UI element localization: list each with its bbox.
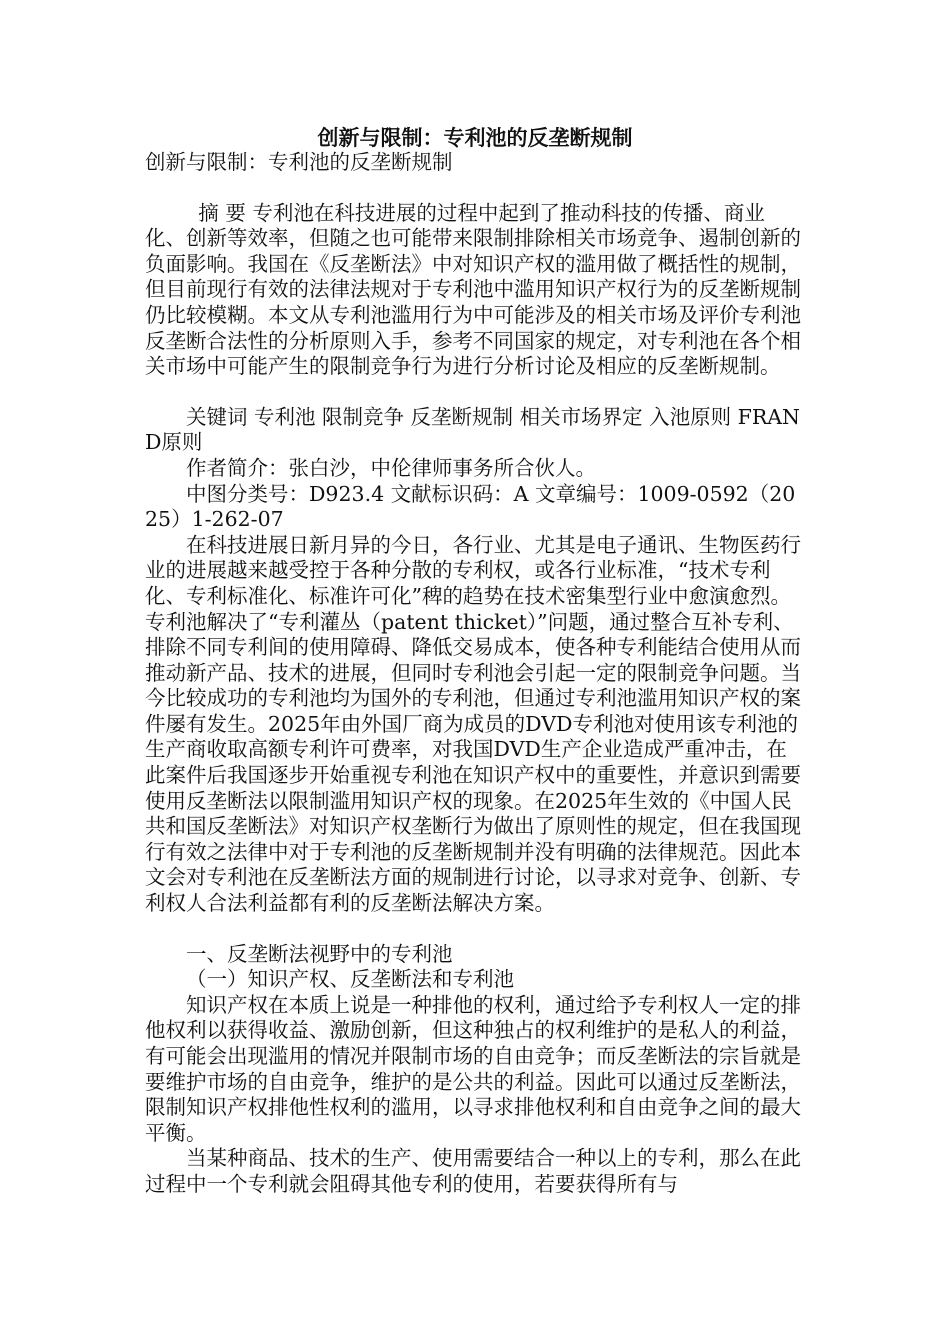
author-line: 作者简介：张白沙，中伦律师事务所合伙人。 <box>186 455 596 480</box>
intro-paragraph: 在科技进展日新月异的今日，各行业、尤其是电子通讯、生物医药行业的进展越来越受控于各种分散的专利权，或各行业标准，“技术专利化、专利标准化、标准许可化”稗的趋势在技术密集型行业中愈演愈烈。专利池解决了“专利灌丛（patent thicket）”问题，通过整合互补专利、排除不同专利间的使用障碍、降低交易成本，使各种专利能结合使用从而推动新产品、技术的进展，但同时专利池会引起一定的限制竞争问题。当今比较成功的专利池均为国外的专利池，但通过专利池滥用知识产权的案件屡有发生。2025年由外国厂商为成员的DVD专利池对使用该专利池的生产商收取高额专利许可费率，对我国DVD生产企业造成严重冲击，在此案件后我国逐步开始重视专利池在知识产权中的重要性，并意识到需要使用反垄断法以限制滥用知识产权的现象。在2025年生效的《中国人民共和国反垄断法》对知识产权垄断行为做出了原则性的规定，但在我国现行有效之法律中对于专利池的反垄断规制并没有明确的法律规范。因此本文会对专利池在反垄断法方面的规制进行讨论，以寻求对竞争、创新、专利权人合法利益都有利的反垄断法解决方案。 <box>145 532 801 916</box>
body-paragraph: 当某种商品、技术的生产、使用需要结合一种以上的专利，那么在此过程中一个专利就会阻碍其他专利的使用，若要获得所有与 <box>145 1146 801 1196</box>
document-title: 创新与限制：专利池的反垄断规制 <box>317 126 633 150</box>
section-heading: 一、反垄断法视野中的专利池 <box>186 941 453 966</box>
document-body <box>145 150 805 1198</box>
subsection-heading: （一）知识产权、反垄断法和专利池 <box>186 967 514 992</box>
document-subtitle: 创新与限制：专利池的反垄断规制 <box>145 150 453 174</box>
keywords-line: 关键词 专利池 限制竞争 反垄断规制 相关市场界定 入池原则 FRAND原则 <box>145 404 800 455</box>
body-paragraph: 知识产权在本质上说是一种排他的权利，通过给予专利权人一定的排他权利以获得收益、激励创新，但这种独占的权利维护的是私人的利益，有可能会出现滥用的情况并限制市场的自由竞争；而反垄断法的宗旨就是要维护市场的自由竞争，维护的是公共的利益。因此可以通过反垄断法，限制知识产权排他性权利的滥用，以寻求排他权利和自由竞争之间的最大平衡。 <box>145 992 801 1145</box>
classification-line: 中图分类号：D923.4 文献标识码：A 文章编号：1009-0592（2025）1-262-07 <box>145 481 796 532</box>
abstract-paragraph: 摘 要 专利池在科技进展的过程中起到了推动科技的传播、商业化、创新等效率，但随之也可能带来限制排除相关市场竞争、遏制创新的负面影响。我国在《反垄断法》中对知识产权的滥用做了概括性的规制，但目前现行有效的法律法规对于专利池中滥用知识产权行为的反垄断规制仍比较模糊。本文从专利池滥用行为中可能涉及的相关市场及评价专利池反垄断合法性的分析原则入手，参考不同国家的规定，对专利池在各个相关市场中可能产生的限制竞争行为进行分析讨论及相应的反垄断规制。 <box>145 200 801 379</box>
